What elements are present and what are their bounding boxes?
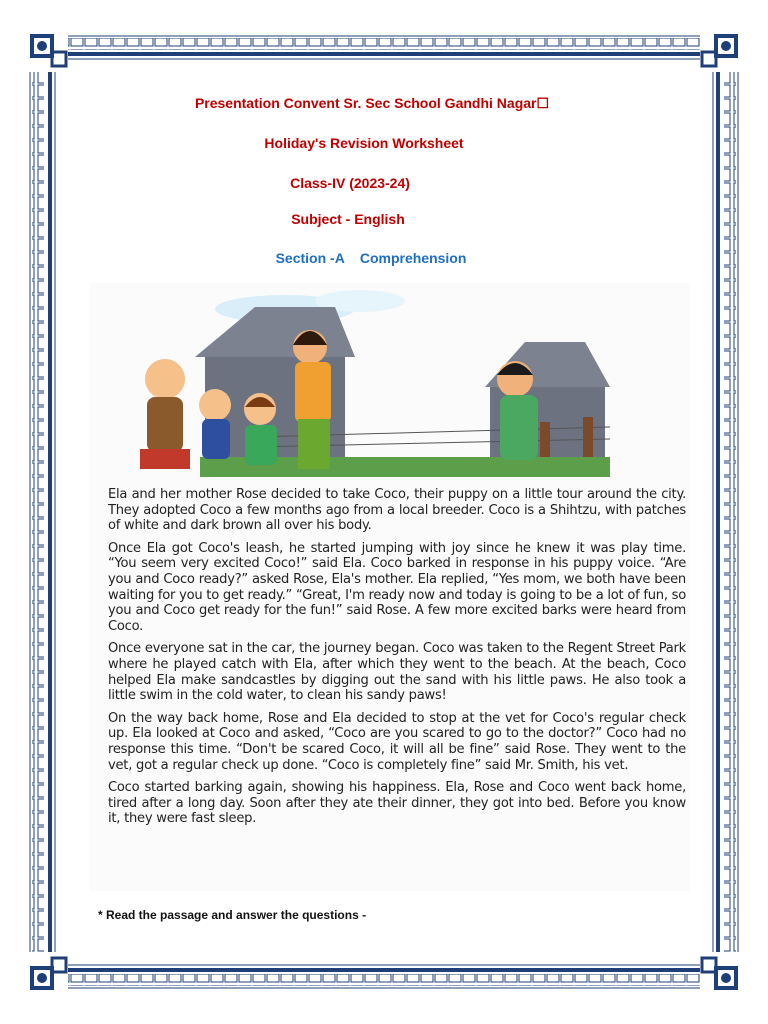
section-heading: Section -A Comprehension: [275, 250, 467, 266]
passage: [108, 487, 686, 834]
passage-paragraph: Once Ela got Coco's leash, he started jumping with joy since he knew it was play time. “You seem very excited Coco!” said Ela. Coco barked in response in his puppy voice. “Are you and Coco ready?” asked Rose, Ela's mother. Ela replied, “Yes mom, we both have been waiting for you to get ready.” “Great, I'm ready now and today is going to be a lot of fun, so you and Coco get ready for the fun!” said Rose. A few more excited barks were heard from Coco.: [108, 540, 686, 635]
passage-paragraph: Ela and her mother Rose decided to take Coco, their puppy on a little tour around the city. They adopted Coco a few months ago from a local breeder. Coco is a Shihtzu, with patches of white and dark brown all over his body.: [108, 487, 686, 534]
subject-label: Subject - English: [291, 211, 405, 227]
class-label: Class-IV (2023-24): [290, 175, 410, 191]
passage-paragraph: On the way back home, Rose and Ela decided to stop at the vet for Coco's regular check up. Ela looked at Coco and asked, “Coco are you scared to go to the doctor?” Coco had no response this time. “Don't be scared Coco, it will all be fine” said Rose. They went to the vet, got a regular check up done. “Coco is completely fine” said Mr. Smith, his vet.: [108, 710, 686, 773]
passage-paragraph: Coco started barking again, showing his happiness. Ela, Rose and Coco went back home, tired after a long day. Soon after they ate their dinner, they got into bed. Before you know it, they were fast sleep.: [108, 779, 686, 827]
passage-paragraph: Once everyone sat in the car, the journey began. Coco was taken to the Regent Street Park where he played catch with Ela, after which they went to the beach. At the beach, Coco helped Ela make sandcastles by digging out the sand with his little paws. He also took a little swim in the cold water, to clean his sandy paws!: [108, 641, 686, 704]
family-with-puppy-illustration-icon: [105, 287, 610, 477]
corner-ornament-icon: [28, 32, 68, 72]
instruction-text: * Read the passage and answer the questions -: [98, 908, 367, 922]
worksheet-title: Holiday's Revision Worksheet: [264, 135, 464, 151]
school-name: Presentation Convent Sr. Sec School Gandhi Nagar☐: [194, 95, 550, 111]
comprehension-illustration: [105, 287, 610, 477]
